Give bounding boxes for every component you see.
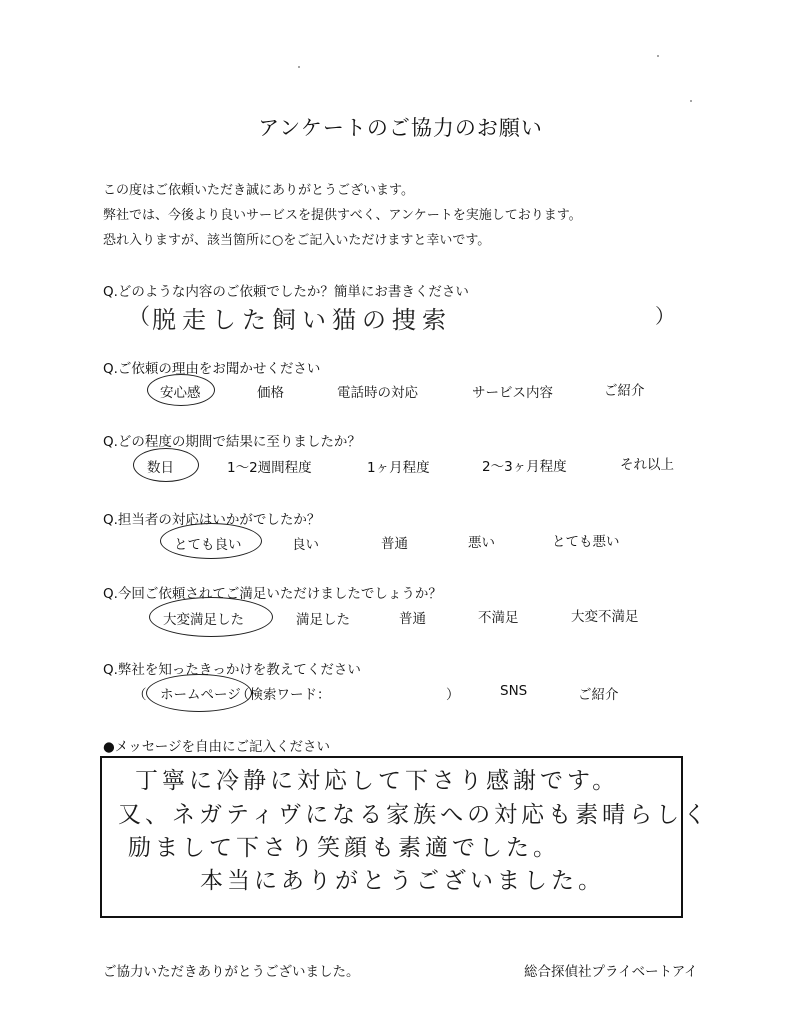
q2-option[interactable]: サービス内容: [472, 385, 553, 401]
q6-search-word-label: （検索ワード：: [236, 687, 331, 703]
question-6: Q.弊社を知ったきっかけを教えてください: [103, 662, 361, 678]
footer-thanks: ご協力いただきありがとうございました。: [103, 964, 360, 980]
q6-option-sns[interactable]: SNS: [500, 683, 528, 699]
message-line: 励まして下さり笑顔も素適でした。: [128, 835, 560, 861]
page-title: アンケートのご協力のお願い: [258, 116, 543, 140]
q6-option-homepage[interactable]: ホームページ: [160, 687, 241, 703]
q1-open-paren: （: [128, 305, 153, 330]
question-4: Q.担当者の対応はいかがでしたか？: [103, 512, 321, 528]
q1-handwritten-answer: 脱走した飼い猫の捜索: [152, 306, 452, 334]
scan-speck: [657, 55, 659, 57]
message-heading: ●メッセージを自由にご記入ください: [103, 739, 330, 755]
question-5: Q.今回ご依頼されてご満足いただけましたでしょうか？: [103, 586, 442, 602]
q3-option[interactable]: 数日: [147, 460, 174, 476]
q2-option[interactable]: ご紹介: [604, 383, 645, 399]
q4-option[interactable]: とても良い: [174, 537, 242, 553]
q5-option[interactable]: 普通: [399, 611, 426, 627]
q2-option[interactable]: 電話時の対応: [337, 385, 418, 401]
q4-option[interactable]: とても悪い: [552, 534, 620, 550]
intro-text: [103, 178, 582, 253]
q6-close-paren: ）: [446, 687, 460, 703]
message-line: 丁寧に冷静に対応して下さり感謝です。: [135, 768, 620, 794]
scan-speck: [690, 100, 692, 102]
question-3: Q.どの程度の期間で結果に至りましたか？: [103, 434, 361, 450]
intro-line: 恐れ入りますが、該当箇所に○をご記入いただけますと幸いです。: [103, 233, 491, 248]
footer-company: 総合探偵社プライベートアイ: [524, 964, 698, 980]
q3-option[interactable]: 1～2週間程度: [227, 460, 312, 476]
q6-option-referral[interactable]: ご紹介: [578, 687, 619, 703]
q3-option[interactable]: 2～3ヶ月程度: [482, 459, 567, 475]
q2-option[interactable]: 安心感: [160, 385, 201, 401]
q6-open-paren: （: [133, 687, 147, 703]
message-line: 又、ネガティヴになる家族への対応も素晴らしく: [118, 802, 711, 828]
q5-option[interactable]: 大変不満足: [571, 609, 639, 625]
q4-option[interactable]: 普通: [381, 536, 408, 552]
question-2: Q.ご依頼の理由をお聞かせください: [103, 361, 321, 377]
q2-option[interactable]: 価格: [257, 385, 284, 401]
intro-line: 弊社では、今後より良いサービスを提供すべく、アンケートを実施しております。: [103, 208, 582, 223]
question-1: Q.どのような内容のご依頼でしたか？簡単にお書きください: [103, 284, 469, 300]
scan-speck: [298, 66, 300, 68]
q3-option[interactable]: 1ヶ月程度: [367, 460, 430, 476]
q5-option[interactable]: 大変満足した: [163, 612, 244, 628]
intro-line: この度はご依頼いただき誠にありがとうございます。: [103, 183, 414, 198]
q5-option[interactable]: 不満足: [478, 610, 519, 626]
q5-option[interactable]: 満足した: [296, 612, 350, 628]
message-line: 本当にありがとうございました。: [200, 868, 605, 894]
q4-option[interactable]: 悪い: [468, 535, 495, 551]
q4-option[interactable]: 良い: [292, 537, 319, 553]
q1-close-paren: ）: [655, 304, 677, 328]
q3-option[interactable]: それ以上: [620, 457, 674, 473]
